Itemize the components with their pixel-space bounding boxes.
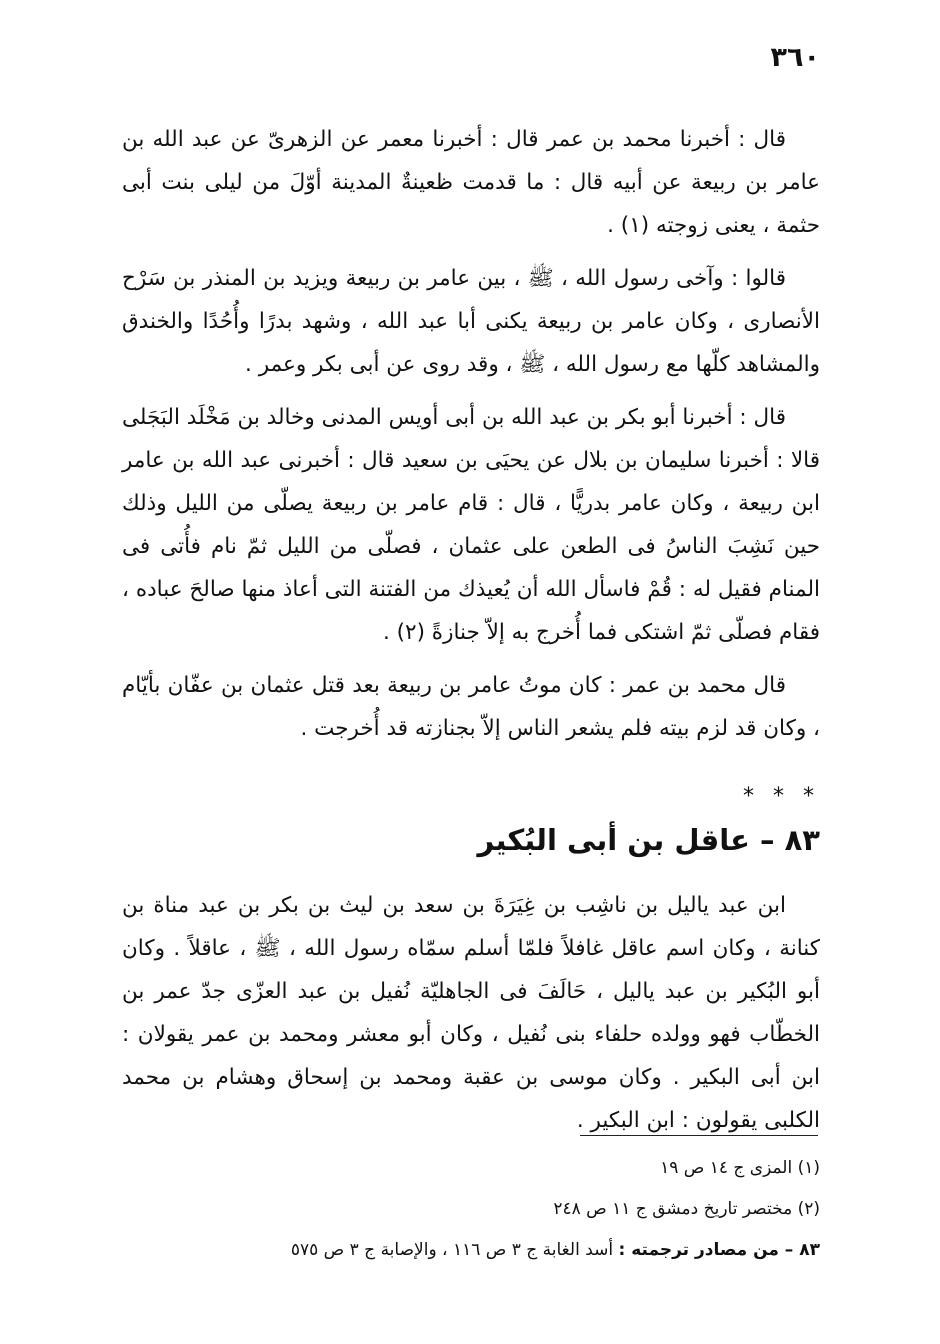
paragraph: قال : أخبرنا محمد بن عمر قال : أخبرنا معمر عن الزهرىّ عن عبد الله بن عامر بن ربيعة عن أبيه قال : ما قدمت ظعينةٌ المدينة أوّلَ من ليلى بنت أبى حثمة ، يعنى زوجته (١) . — [122, 127, 820, 238]
footnote-divider — [580, 1135, 818, 1136]
page-number: ٣٦٠ — [770, 42, 820, 73]
paragraph: قال : أخبرنا أبو بكر بن عبد الله بن أبى أويس المدنى وخالد بن مَخْلَد البَجَلى قالا : أخبرنا سليمان بن بلال عن يحيَى بن سعيد قال : أخبرنى عبد الله بن عامر ابن ربيعة ، وكان عامر بدريًّا ، قال : قام عامر بن ربيعة يصلّى من الليل وذلك حين نَشِبَ الناسُ فى الطعن على عثمان ، فصلّى من الليل ثمّ نام فأُتى فى المنام فقيل له : قُمْ فاسأل الله أن يُعيذك من الفتنة التى أعاذ منها صالحَ عباده ، فقام فصلّى ثمّ اشتكى فما أُخرج به إلاّ جنازةً (٢) . — [122, 405, 820, 645]
paragraph: قال محمد بن عمر : كان موتُ عامر بن ربيعة بعد قتل عثمان بن عفّان بأيّام ، وكان قد لزم بيته فلم يشعر الناس إلاّ بجنازته قد أُخرجت . — [122, 673, 820, 741]
section-heading: ٨٣ – عاقل بن أبى البُكير — [477, 823, 820, 857]
footnote-2: (٢) مختصر تاريخ دمشق ج ١١ ص ٢٤٨ — [553, 1199, 820, 1219]
section-separator: * * * — [743, 784, 820, 809]
main-text — [122, 118, 820, 1152]
sources-text: أسد الغابة ج ٣ ص ١١٦ ، والإصابة ج ٣ ص ٥٧٥ — [290, 1240, 619, 1260]
sources-label: ٨٣ – من مصادر ترجمته : — [618, 1240, 820, 1260]
paragraph: قالوا : وآخى رسول الله ، ﷺ ، بين عامر بن ربيعة ويزيد بن المنذر بن سَرْح الأنصارى ، وكان عامر بن ربيعة يكنى أبا عبد الله ، وشهد بدرًا وأُحُدًا والخندق والمشاهد كلّها مع رسول الله ، ﷺ ، وقد روى عن أبى بكر وعمر . — [122, 266, 820, 377]
footnotes — [122, 1148, 820, 1271]
footnote-1: (١) المزى ج ١٤ ص ١٩ — [660, 1158, 820, 1178]
footnote-sources — [122, 1230, 820, 1271]
paragraph: ابن عبد ياليل بن ناشِب بن غِيَرَةَ بن سعد بن ليث بن بكر بن عبد مناة بن كنانة ، وكان اسم عاقل غافلاً فلمّا أسلم سمّاه رسول الله ، ﷺ ، عاقلاً . وكان أبو البُكير بن عبد ياليل ، حَالَفَ فى الجاهليّة نُفيل بن عبد العزّى جدّ عمر بن الخطّاب فهو وولده حلفاء بنى نُفيل ، وكان أبو معشر ومحمد بن عمر يقولان : ابن أبى البكير . وكان موسى بن عقبة ومحمد بن إسحاق وهشام بن محمد الكلبى يقولون : ابن البكير . — [122, 893, 820, 1133]
